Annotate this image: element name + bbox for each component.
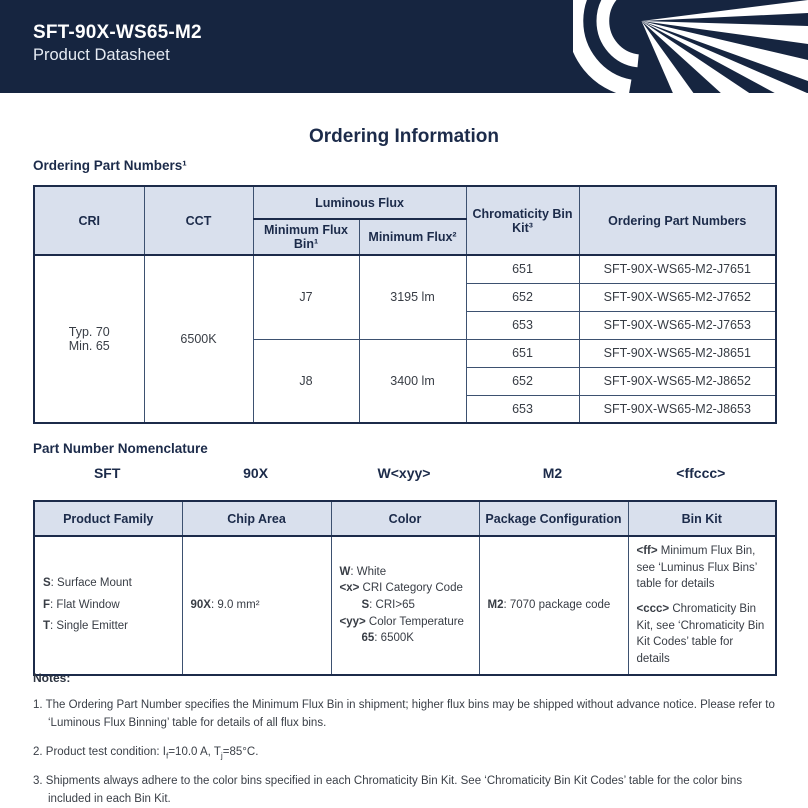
- col-header-cri: CRI: [34, 186, 144, 255]
- cri-value-cell: [34, 255, 144, 423]
- part-number-cell: SFT-90X-WS65-M2-J8653: [579, 395, 776, 423]
- chip-area-value: 90X: 9.0 mm²: [190, 599, 260, 612]
- col-header-cct: CCT: [144, 186, 253, 255]
- col-header-luminous-flux: Luminous Flux: [253, 186, 466, 219]
- section-title-ordering-part-numbers: Ordering Part Numbers¹: [33, 158, 187, 173]
- bin-kit-cell: 652: [466, 367, 579, 395]
- cct-value-cell: 6500K: [144, 255, 253, 423]
- bin-kit-cell: 653: [466, 395, 579, 423]
- document-type-label: Product Datasheet: [33, 45, 170, 64]
- code-package-configuration: M2: [542, 465, 563, 481]
- notes-heading: Notes:: [33, 671, 71, 685]
- part-number-codes-row: [33, 465, 775, 481]
- note-item-3: 3. Shipments always adhere to the color bins specified in each Chromaticity Bin Kit. See ‘Chromaticity Bin Kit Codes’ table for the color bins included in each Bin Kit.: [33, 775, 743, 805]
- ordering-part-numbers-table: [33, 185, 777, 424]
- package-configuration-cell: [479, 536, 628, 675]
- col-header-bin-kit: Bin Kit: [628, 501, 776, 536]
- cri-typ-value: Typ. 70: [68, 325, 110, 339]
- flux-bin-j7-cell: J7: [253, 255, 359, 339]
- code-color: W<xyy>: [377, 465, 431, 481]
- nomenclature-table: [33, 500, 777, 676]
- code-product-family: SFT: [93, 465, 121, 481]
- col-header-color: Color: [331, 501, 479, 536]
- table-row: [34, 255, 776, 283]
- header-bar: [0, 0, 808, 93]
- bin-kit-cell: 653: [466, 311, 579, 339]
- color-code-line: W: White: [339, 565, 387, 578]
- cri-min-value: Min. 65: [68, 339, 110, 353]
- note-item-1: 1. The Ordering Part Number specifies the Minimum Flux Bin in shipment; higher flux bins may be shipped without advance notice. Please refer to ‘Luminous Flux Binning’ table for details of all flux bins.: [33, 699, 775, 729]
- code-chip-area: 90X: [243, 465, 269, 481]
- notes-section: [33, 671, 778, 808]
- page-title: Ordering Information: [309, 126, 499, 147]
- part-number-cell: SFT-90X-WS65-M2-J7652: [579, 283, 776, 311]
- brand-rays-logo-icon: [573, 0, 808, 93]
- section-title-part-number-nomenclature: Part Number Nomenclature: [33, 441, 208, 456]
- col-header-minimum-flux-bin: Minimum Flux Bin¹: [253, 219, 359, 255]
- part-number-cell: SFT-90X-WS65-M2-J7653: [579, 311, 776, 339]
- bin-kit-cell: 651: [466, 255, 579, 283]
- bin-kit-chromaticity-description: <ccc> Chromaticity Bin Kit, see ‘Chromaticity Bin Kit Codes’ table for details: [636, 603, 765, 666]
- min-flux-j7-cell: 3195 lm: [359, 255, 466, 339]
- bin-kit-cell: [628, 536, 776, 675]
- code-bin-kit: <ffccc>: [676, 465, 726, 481]
- col-header-product-family: Product Family: [34, 501, 182, 536]
- header-text-block: [33, 21, 202, 66]
- col-header-package-configuration: Package Configuration: [479, 501, 628, 536]
- product-part-number: SFT-90X-WS65-M2: [33, 22, 202, 43]
- product-family-option: F: Flat Window: [43, 598, 120, 611]
- bin-kit-cell: 652: [466, 283, 579, 311]
- bin-kit-flux-description: <ff> Minimum Flux Bin, see ‘Luminus Flux Bins’ table for details: [636, 545, 757, 591]
- product-family-cell: [34, 536, 182, 675]
- part-number-cell: SFT-90X-WS65-M2-J8651: [579, 339, 776, 367]
- color-cell: [331, 536, 479, 675]
- flux-bin-j8-cell: J8: [253, 339, 359, 423]
- col-header-ordering-part-numbers: Ordering Part Numbers: [579, 186, 776, 255]
- color-code-line: <x> CRI Category Code: [339, 582, 463, 595]
- package-configuration-value: M2: 7070 package code: [487, 599, 611, 612]
- min-flux-j8-cell: 3400 lm: [359, 339, 466, 423]
- color-code-line: S: CRI>65: [361, 599, 415, 612]
- table-header-row: [34, 186, 776, 219]
- product-family-option: T: Single Emitter: [43, 619, 129, 632]
- bin-kit-cell: 651: [466, 339, 579, 367]
- col-header-minimum-flux: Minimum Flux²: [359, 219, 466, 255]
- table-header-row: [34, 501, 776, 536]
- color-code-line: 65: 6500K: [361, 632, 414, 645]
- chip-area-cell: [182, 536, 331, 675]
- note-item-2: 2. Product test condition: $I_f=10.0$ A, $T_j=85^\circ C$.: [33, 745, 259, 760]
- col-header-chip-area: Chip Area: [182, 501, 331, 536]
- part-number-cell: SFT-90X-WS65-M2-J7651: [579, 255, 776, 283]
- color-code-line: <yy> Color Temperature: [339, 615, 464, 628]
- col-header-chromaticity-bin-kit: Chromaticity Bin Kit³: [466, 186, 579, 255]
- product-family-option: S: Surface Mount: [43, 577, 132, 590]
- part-number-cell: SFT-90X-WS65-M2-J8652: [579, 367, 776, 395]
- table-row: [34, 536, 776, 675]
